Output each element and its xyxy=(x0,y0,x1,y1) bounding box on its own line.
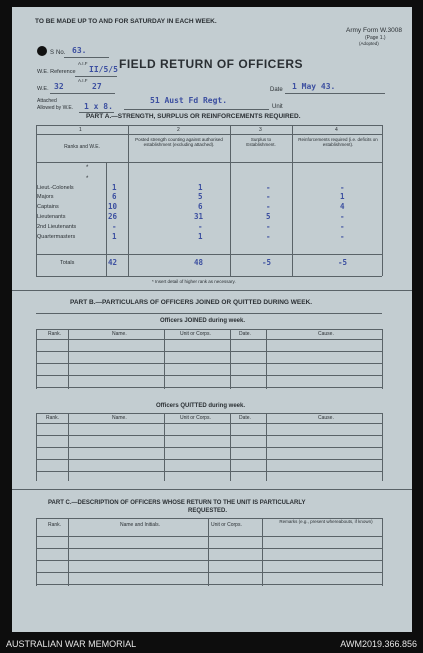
part-c-title-line2: REQUESTED. xyxy=(188,508,228,514)
we-aif: A.I.F xyxy=(78,78,88,83)
col-number-4: 4 xyxy=(335,127,338,133)
quitted-title: Officers QUITTED during week. xyxy=(156,403,246,409)
reinf-cell: - xyxy=(340,183,345,192)
col-number-1: 1 xyxy=(79,127,82,133)
posted-cell: - xyxy=(198,222,203,231)
we-value-b: 27 xyxy=(92,82,102,91)
partc-col-unit: Unit or Corps. xyxy=(211,522,242,528)
form-sheet xyxy=(12,7,412,632)
partc-col-remarks: Remarks (e.g., present whereabouts, if known) xyxy=(279,519,373,524)
joined-col-unit: Unit or Corps. xyxy=(180,331,211,337)
quitted-col-unit: Unit or Corps. xyxy=(180,415,211,421)
total-reinf: -5 xyxy=(338,258,348,267)
posted-cell: 1 xyxy=(198,183,203,192)
part-b-title: PART B.—PARTICULARS OF OFFICERS JOINED OR QUITTED DURING WEEK. xyxy=(70,299,313,306)
we-cell: 1 xyxy=(112,183,117,192)
we-cell: 10 xyxy=(108,202,118,211)
posted-cell: 31 xyxy=(194,212,204,221)
reinf-cell: - xyxy=(340,222,345,231)
total-surplus: -5 xyxy=(262,258,272,267)
date-label: Date xyxy=(270,87,283,93)
quitted-col-date: Date. xyxy=(239,415,251,421)
part-c-title-line1: PART C.—DESCRIPTION OF OFFICERS WHOSE RETURN TO THE UNIT IS PARTICULARLY xyxy=(48,500,306,506)
unit-label: Unit xyxy=(272,104,283,110)
joined-title: Officers JOINED during week. xyxy=(160,318,246,324)
we-cell: 26 xyxy=(108,212,118,221)
we-ref-value: II/5/5 xyxy=(89,65,118,74)
surplus-cell: - xyxy=(266,183,271,192)
col-number-2: 2 xyxy=(177,127,180,133)
part-a-title: PART A.—STRENGTH, SURPLUS OR REINFORCEMENTS REQUIRED. xyxy=(86,113,301,120)
rank-label: 2nd Lieutenants xyxy=(37,224,77,230)
surplus-cell: - xyxy=(266,232,271,241)
form-title: FIELD RETURN OF OFFICERS xyxy=(119,57,303,71)
reinf-cell: - xyxy=(340,232,345,241)
rank-label: Majors xyxy=(37,194,54,200)
serial-value: 63. xyxy=(72,46,87,55)
serial-no-label: No. xyxy=(56,50,66,56)
rank-label: Captains xyxy=(37,204,59,210)
form-page: (Page 1.) xyxy=(365,35,386,41)
rank-label: Lieut.-Colonels xyxy=(37,185,74,191)
surplus-cell: 5 xyxy=(266,212,271,221)
joined-col-name: Name. xyxy=(112,331,127,337)
col-header-reinf: Reinforcements required (i.e. deficits on establishment). xyxy=(298,137,378,147)
top-note: TO BE MADE UP TO AND FOR SATURDAY IN EACH WEEK. xyxy=(35,18,217,25)
we-value-a: 32 xyxy=(54,82,64,91)
joined-col-rank: Rank. xyxy=(48,331,62,337)
col-header-surplus: Surplus to Establishment. xyxy=(246,137,276,147)
rank-label: Quartermasters xyxy=(37,234,76,240)
credit-left: AUSTRALIAN WAR MEMORIAL xyxy=(6,639,137,649)
reinf-cell: 4 xyxy=(340,202,345,211)
surplus-cell: - xyxy=(266,202,271,211)
allowed-label: Allowed by W.E. xyxy=(37,105,74,111)
we-ref-label: W.E. Reference xyxy=(37,69,76,75)
surplus-cell: - xyxy=(266,192,271,201)
form-adopted: (Adopted) xyxy=(359,41,379,46)
posted-cell: 6 xyxy=(198,202,203,211)
quitted-col-cause: Cause. xyxy=(318,415,334,421)
form-id: Army Form W.3008 xyxy=(346,27,402,34)
total-we: 42 xyxy=(108,258,118,267)
col-header-ranks: Ranks and W.E. xyxy=(64,144,100,150)
posted-cell: 1 xyxy=(198,232,203,241)
surplus-cell: - xyxy=(266,222,271,231)
posted-cell: 5 xyxy=(198,192,203,201)
we-ref-aif: A.I.F xyxy=(78,61,88,66)
reinf-cell: 1 xyxy=(340,192,345,201)
attached-label: Attached xyxy=(37,98,57,104)
total-posted: 48 xyxy=(194,258,204,267)
we-cell: 1 xyxy=(112,232,117,241)
quitted-col-name: Name. xyxy=(112,415,127,421)
rank-label: Lieutenants xyxy=(37,214,66,220)
star-row-1: * xyxy=(86,165,89,171)
partc-col-rank: Rank. xyxy=(48,522,62,528)
punch-hole xyxy=(37,46,47,56)
we-label: W.E. xyxy=(37,86,49,92)
attached-value: 1 x 8. xyxy=(84,102,113,111)
credit-right: AWM2019.366.856 xyxy=(340,639,417,649)
we-cell: - xyxy=(112,222,117,231)
serial-label: S xyxy=(50,50,55,56)
joined-col-date: Date. xyxy=(239,331,251,337)
col-number-3: 3 xyxy=(259,127,262,133)
star-row-2: * xyxy=(86,176,89,182)
part-a-footnote: * Insert detail of higher rank as necessary. xyxy=(152,279,236,284)
reinf-cell: - xyxy=(340,212,345,221)
partc-col-name: Name and Initials. xyxy=(120,522,161,528)
joined-col-cause: Cause. xyxy=(318,331,334,337)
totals-label: Totals xyxy=(60,260,75,266)
col-header-posted: Posted strength counting against authorised establishment (excluding attached). xyxy=(135,137,223,147)
we-cell: 6 xyxy=(112,192,117,201)
unit-value: 51 Aust Fd Regt. xyxy=(150,96,228,105)
date-value: 1 May 43. xyxy=(292,82,336,91)
quitted-col-rank: Rank. xyxy=(46,415,60,421)
